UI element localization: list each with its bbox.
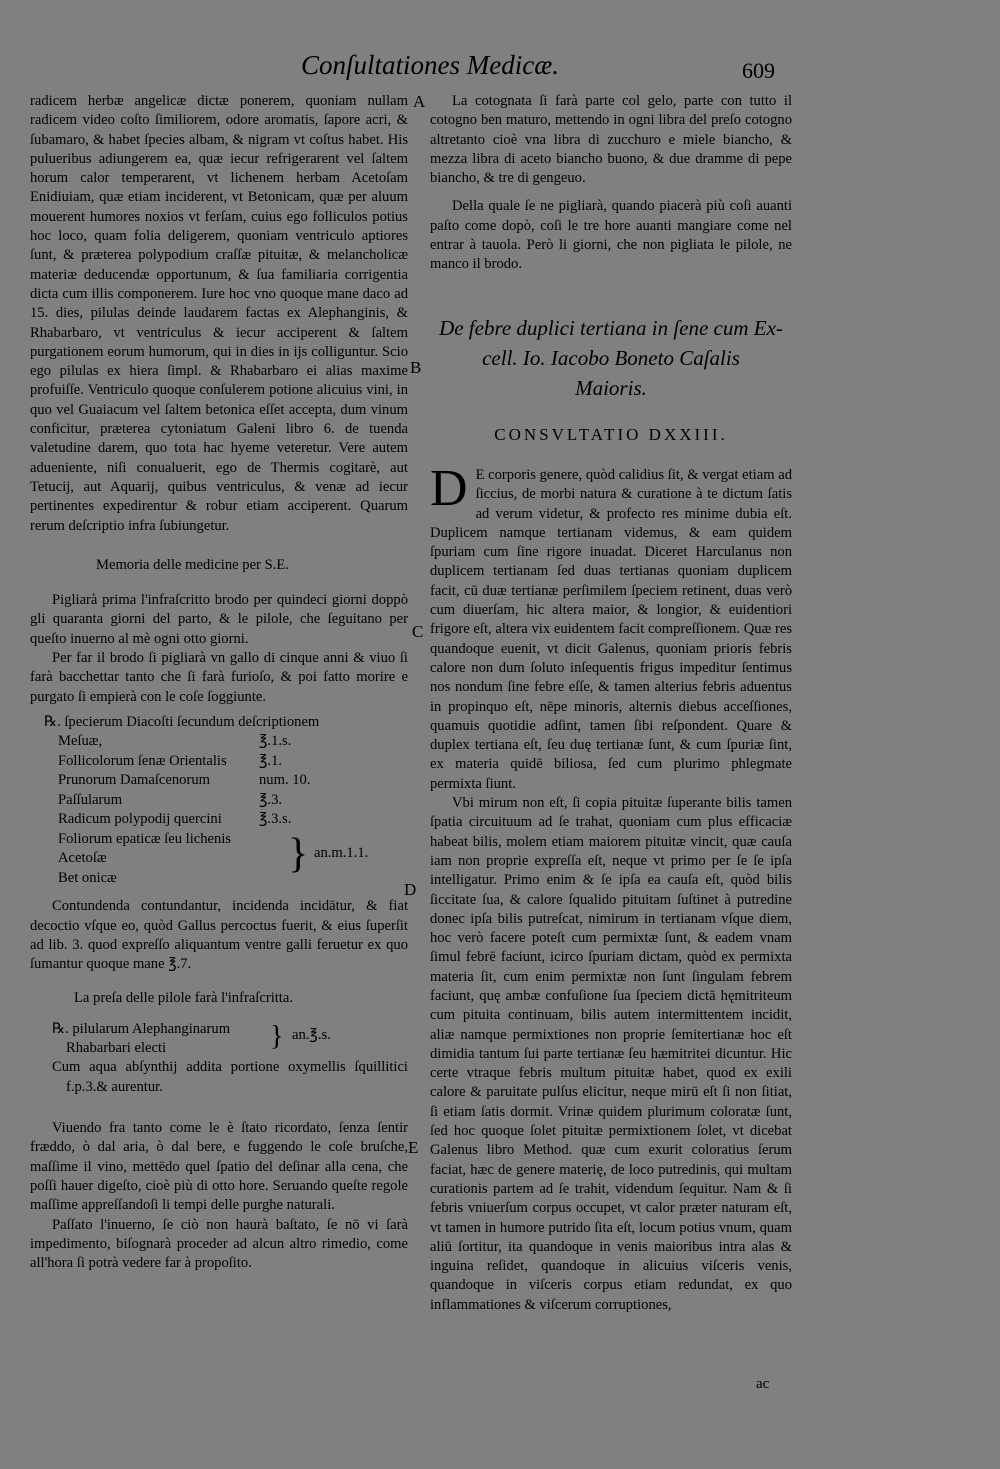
recipe-ingredient: Meſuæ, [58, 733, 103, 750]
after-recipe-paragraph: Contundenda contundantur, incidenda incidātur, & fiat decoctio vſque eo, quòd Gallus percoctus fuerit, & eius ſuperſit ad lib. 3. quod expreſſo aliquantum ventre galli feruetur ex quo ſumantur quoque mane ℥.7. [30, 898, 408, 973]
body-paragraph-2: Vbi mirum non eſt, ſi copia pituitæ ſuperante bilis tamen ſpatia circuituum ad ſe trahat, quoniam cum plus efficaciæ habeat bilis, molem etiam maiorem pituitæ vincit, quæ cauſa iam non proprie expreſſa eſt, neque vt primo per ſe ſe ipſa intelligatur. Primo enim & ſe ipſa ea cauſa eſt, quòd bilis ſiccitate ſua, & calore ſqualido pituitam ſuſtinet à putredine donec ipſa bilis putreſcat, nimirum in tertianam vſque diem, hoc verò facere poteſt cum permixtæ ſunt, & eadem vnam ſimul febrē faciunt, icirco ſpuriam dictam, quòd ex permixta materia ſit, cum enim permixtæ non ſunt ſingulam febrem faciunt, quę ambæ confuſione ſua ſpeciem dictā hęmitriteum cum pituita continuam, bilis autem intermittentem incidit, aliæ namque permixtiones non proprie ſemitertianæ hoc eſt dimidia tantum ſui parte tertianæ ſeu hæmitritei dicuntur. Hic certe vtraque febris multum pituitæ habet, quod ex exili calore & paruitate pulſus elicitur, neque mirū eſt ſi non ſitiat, ſi etiam ſatis dormit. Vrinæ quidem plurimum coloratæ ſunt, ſed hoc quoque ſolet pituitæ permixtionem ſolet, vt dicebat Galenus libro Method. quæ cum exurit coloratius ſerum faciat, hæc de genere materię, de loco putredinis, qui multam curationis partem ad ſe trahit, videndum ſequitur. Nam & ſi febris vniuerſum corpus occupet, vt calor præter naturam eſt, vt tamen in humore putrido ſita eſt, locum potius vnum, quam aliū ſortitur, ita quandoque in venis maioribus intra alas & inguina reſidet, quandoque in alicuius viſceris venis, quandoque in viſceris corpus etiam redundat, ex quo inflammationes & viſcerum corruptiones, [430, 795, 792, 1313]
running-title: Conſultationes Medicæ. [301, 50, 559, 80]
recipe-row [44, 791, 408, 811]
recipe-ingredient: Follicolorum ſenæ Orientalis [58, 752, 227, 769]
pill-brace-quantity: an.℥.s. [292, 1026, 331, 1043]
catchword: ac [756, 1376, 770, 1392]
recipe-brace-quantity: an.m.1.1. [314, 844, 369, 861]
section-heading-line: Maioris. [575, 375, 647, 400]
right-column [430, 92, 792, 1315]
margin-letter-c: C [412, 622, 424, 641]
section-heading-line: cell. Io. Iacobo Boneto Caſalis [482, 345, 740, 370]
recipe-row [44, 869, 408, 889]
broth-recipe [44, 713, 408, 889]
recipe-brace-group [44, 830, 408, 889]
left-column [30, 92, 408, 1273]
pill-ingredient: ℞. pilularum Alephanginarum [52, 1020, 231, 1037]
margin-letter-b: B [410, 358, 422, 377]
recipe-ingredient: Radicum polypodij quercini [58, 811, 222, 828]
recipe-row [44, 771, 408, 791]
pill-heading: La preſa delle pilole farà l'infraſcritta. [74, 989, 293, 1006]
right-paragraph-2: Della quale ſe ne pigliarà, quando piacerà più coſi auanti paſto come dopò, coſi le tre hore auanti mangiare come nel entrar à tauola. Però li giorni, che non pigliata le pilole, ne manco il brodo. [430, 198, 792, 273]
recipe-ingredient: ℞. ſpecierum Diacoſti ſecundum deſcriptionem [44, 713, 320, 730]
recipe-quantity: num. 10. [259, 772, 311, 789]
consultation-label: CONSVLTATIO DXXIII. [494, 424, 728, 444]
curly-brace-icon: } [288, 830, 309, 877]
recipe-row [44, 810, 408, 830]
pill-after-paragraph: Cum aqua abſynthij addita portione oxymellis ſquillitici f.p.3.& aurentur. [52, 1059, 408, 1095]
closing-paragraph-1: Viuendo fra tanto come le è ſtato ricordato, ſenza ſentir fræddo, ò dal aria, ò dal bere, e fuggendo le coſe bruſche, maſſime il vino, mettēdo quel ſpatio del deſinar alla cena, che poſſi hauer digeſto, cioè più di otto hore. Seruando queſte regole maſſime appreſſandoſi li tempi delle purghe naturali. [30, 1120, 408, 1214]
margin-letter-d: D [404, 880, 417, 899]
pill-recipe [52, 1020, 408, 1059]
memo-paragraph-2: Per far il brodo ſi pigliarà vn gallo di cinque anni & viuo ſi farà bacchettar tanto che ſi farà furioſo, & poi fatto morire e purgato ſi empierà con le coſe ſoggiunte. [30, 650, 408, 705]
closing-paragraph-2: Paſſato l'inuerno, ſe ciò non haurà baſtato, ſe nō vi ſarà impedimento, biſognarà proceder ad alcun altro rimedio, come all'hora ſi potrà vedere far à propoſito. [30, 1216, 408, 1272]
right-paragraph-1: La cotognata ſi farà parte col gelo, parte con tutto il cotogno ben maturo, mettendo in ogni libra del preſo cotogno altretanto cioè vna libra di zucchuro e miele biancho, & mezza libra di aceto biancho buono, & due dramme di pepe biancho, & tre di gengeuo. [430, 93, 792, 187]
recipe-quantity: ℥.1.s. [259, 733, 292, 750]
memo-heading: Memoria delle medicine per S.E. [96, 556, 289, 573]
section-heading [430, 313, 792, 403]
section-heading-line: De febre duplici tertiana in ſene cum Ex- [439, 315, 783, 340]
recipe-ingredient: Foliorum epaticæ ſeu lichenis [58, 830, 232, 847]
recipe-ingredient: Acetoſæ [58, 850, 107, 867]
body-paragraph-1 [430, 459, 792, 794]
recipe-ingredient: Prunorum Damaſcenorum [58, 772, 210, 789]
recipe-ingredient: Paſſularum [58, 791, 123, 808]
opening-paragraph: radicem herbæ angelicæ dictæ ponerem, quoniam nullam radicem video coſto ſimiliorem, odore aromatis, ſapore acri, & ſubamaro, & habet ſpecies albam, & nigram vt coſtus habet. His pulueribus adiungerem ea, quæ iecur refrigerarent vel ſaltem horum calor temperarent, vt lichenem herbam Acetoſam Enidiuiam, quæ etiam inciderent, vt Betonicam, quæ per aluum mouerent humores noxios vt ferſam, cuius ego folliculos potius hoc loco, quam folia deligerem, quoniam ventriculo aptiores ſunt, & præterea polypodium craſſæ pituitæ, & melancholicæ materiæ deducendæ opportunum, & ſua familiaria corrigentia dicta cum illis componerem. Iure hoc vno quoque mane daco ad 15. dies, pilulas deinde laudarem factas ex Alephanginis, & Rhabarbaro, vt ventriculus & iecur acciperent & ſaltem purgationem eorum humorum, qui in dies in ijs colliguntur. Scio ego pilulas ex hiera ſimpl. & Rhabarbaro ei alias maxime profuiſſe. Ventriculo quoque conſulerem potione alicuius vini, in quo vel Guaiacum vel ſaltem betonica eſſet accepta, dum vinum conficitur, præterea cytoniatum Galeni libro 6. de tuenda valetudine darem, quo tota hac hyeme veteretur. Vere autem adueniente, niſi conualuerit, ego de Thermis cogitarè, aut Tetucij, aut Aquarij, quibus ventriculus, & venæ ad iecur pertinentes expedirentur & robur etiam acciperent. Quarum rerum deſcriptio infra ſubiungetur. [30, 93, 408, 534]
margin-letter-e: E [408, 1138, 419, 1157]
memo-paragraph-1: Pigliarà prima l'infraſcritto brodo per quindeci giorni doppò gli quaranta giorni del parto, & le pilole, che ſeguitano per queſto inuerno al mè ogni otto giorni. [30, 592, 408, 647]
body-paragraph-1-text: E corporis genere, quòd calidius ſit, & vergat etiam ad ſiccius, de morbi natura & curatione à te dictum ſatis ad verum videtur, & profecto res minime dubia eſt. Duplicem namque tertianam videmus, & eam quidem ſpuriam cum ſine rigore inuadat. Diceret Harculanus non duplicem tertianam ſed duas tertianas quoniam duplicem facit, cū duæ tertianæ perſimilem ſpeciem retinent, duas verò cum diuerſam, hic altera maior, & longior, & euidentiori frigore eſt, altera vix euidentem facit compreſſionem. Quæ res quandoque euenit, vt dicit Galenus, quoniam prioris febris calore non dum ſoluto inſequentis frigus impeditur ſentimus nos nondum ſine febre eſſe, & tamen alterius febris aduentus in propinquo eſt, nēpe minoris, alternis diebus acceſſiones, quamuis quotidie adſint, tamen ſibi reſpondent. Quare & duplex tertiana eſt, ſeu duę tertianæ ſunt, & cum ſpuriæ ſint, ex materia quidē biliosa, ſed cum plurimo phlegmate permixta ſiunt. [430, 466, 792, 792]
recipe-row [44, 732, 408, 752]
pill-ingredient: Rhabarbari electi [66, 1040, 167, 1057]
drop-cap: D [430, 459, 468, 517]
page-number: 609 [742, 58, 775, 83]
recipe-quantity: ℥.3.s. [259, 811, 292, 828]
recipe-row [44, 713, 408, 733]
recipe-quantity: ℥.1. [259, 752, 283, 769]
curly-brace-icon: } [270, 1020, 284, 1052]
recipe-row [44, 752, 408, 772]
recipe-ingredient: Bet onicæ [58, 869, 117, 886]
margin-letter-a: A [413, 92, 426, 111]
recipe-quantity: ℥.3. [259, 791, 283, 808]
